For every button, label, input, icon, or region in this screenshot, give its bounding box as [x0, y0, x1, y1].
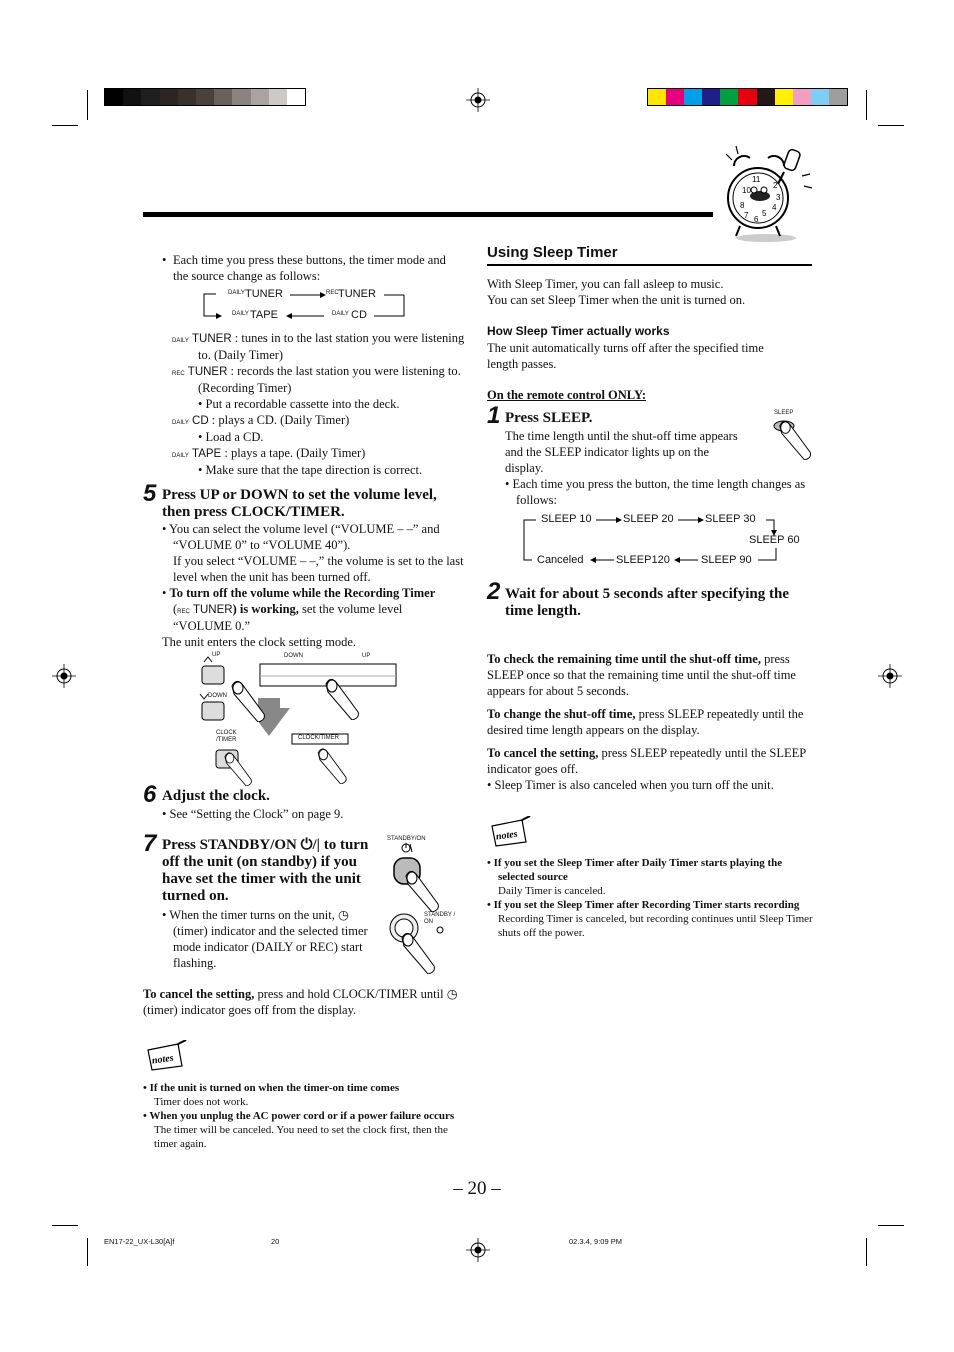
- svg-text:3: 3: [776, 193, 781, 202]
- section-title: Using Sleep Timer: [487, 244, 618, 261]
- step-7-number: 7: [143, 830, 157, 857]
- cancel-sleep-text: To cancel the setting, press SLEEP repeatedly until the SLEEP indicator goes off.: [487, 746, 806, 776]
- step-6-body: • See “Setting the Clock” on page 9.: [162, 807, 344, 821]
- svg-text:2: 2: [773, 181, 778, 190]
- step-1-number: 1: [487, 402, 501, 429]
- finger-icon: [228, 678, 268, 722]
- step-1-text: The time length until the shut-off time appears and the SLEEP indicator lights up on the display.: [505, 429, 738, 475]
- step-7-heading: Press STANDBY/ON ⏻/| to turn off the unit (on standby) if you have set the timer with the unit turned on.: [162, 837, 369, 904]
- footer-date: 02.3.4, 9:09 PM: [569, 1237, 622, 1246]
- how-it-works-title: How Sleep Timer actually works: [487, 324, 670, 338]
- header-rule: [143, 212, 713, 217]
- svg-text:6: 6: [754, 215, 759, 224]
- cancel-sleep-bullet: • Sleep Timer is also canceled when you turn off the unit.: [487, 778, 774, 792]
- page-number: – 20 –: [453, 1178, 501, 1199]
- svg-text:11: 11: [752, 175, 761, 184]
- svg-text:notes: notes: [495, 828, 519, 843]
- finger-icon: [776, 418, 814, 460]
- notes-icon: [144, 1040, 188, 1072]
- registration-mark-top: [466, 88, 490, 112]
- color-bar-left: [104, 88, 306, 106]
- notes-icon: [488, 816, 532, 848]
- alarm-clock-mascot-icon: [718, 136, 818, 244]
- step-1-heading: Press SLEEP.: [505, 410, 593, 426]
- step-6-number: 6: [143, 781, 157, 808]
- finger-icon: [402, 868, 442, 912]
- intro-bullet: • Each time you press these buttons, the timer mode and the source change as follows:: [162, 253, 446, 283]
- step-1-bullet: • Each time you press the button, the time length changes as follows:: [505, 477, 806, 507]
- section-title-rule: [487, 264, 812, 266]
- footer-page: 20: [271, 1237, 280, 1246]
- step-6-heading: Adjust the clock.: [162, 788, 270, 804]
- svg-text:4: 4: [772, 203, 777, 212]
- right-notes: • If you set the Sleep Timer after Daily Timer starts playing the selected source Daily Timer is canceled. • If you set the Sleep Timer after Recording Timer starts recording Recording Timer is canceled, but recording continues until Sleep Timer shuts off the power.: [487, 857, 813, 939]
- svg-text:notes: notes: [151, 1052, 175, 1067]
- sleep-button-figure: SLEEP: [770, 408, 814, 460]
- registration-mark-right: [878, 664, 902, 688]
- finger-icon: [220, 750, 256, 786]
- registration-mark-left: [52, 664, 76, 688]
- remote-only-label: On the remote control ONLY:: [487, 388, 647, 402]
- step-5-body: • You can select the volume level (“VOLUME – –” and “VOLUME 0” to “VOLUME 40”). If you select “VOLUME – –,” the volume is set to the last level when the unit has been turned off. • To turn off the volume while the Recording Timer (REC TUNER) is working, set the volume level “VOLUME 0.” The unit enters the clock setting mode.: [162, 522, 464, 649]
- step-7-body: • When the timer turns on the unit, ◷ (timer) indicator and the selected timer mode indicator (DAILY or REC) start flashing.: [162, 908, 368, 970]
- finger-icon: [314, 746, 350, 784]
- svg-text:5: 5: [762, 209, 767, 218]
- step-5-heading: Press UP or DOWN to set the volume level, then press CLOCK/TIMER.: [162, 487, 437, 520]
- check-remaining-text: To check the remaining time until the shut-off time, press SLEEP once so that the remaining time until the shut-off time appears for about 5 seconds.: [487, 652, 796, 698]
- finger-icon: [398, 930, 438, 974]
- standby-button-figure: STANDBY/ON STANDBY / ON: [384, 832, 464, 972]
- svg-text:7: 7: [744, 211, 749, 220]
- step-5-number: 5: [143, 480, 157, 507]
- finger-icon: [322, 676, 362, 720]
- svg-text:10: 10: [742, 186, 751, 195]
- sleep-sequence-diagram: SLEEP 10 SLEEP 20 SLEEP 30 SLEEP 60 SLEEP 90 SLEEP120 Canceled: [518, 508, 818, 572]
- step-2-number: 2: [487, 578, 501, 605]
- source-flow-diagram: DAILY TUNER REC TUNER DAILY TAPE DAILY CD: [200, 286, 410, 324]
- color-bar-right: [647, 88, 848, 106]
- sleep-intro: With Sleep Timer, you can fall asleep to music. You can set Sleep Timer when the unit is turned on.: [487, 277, 746, 307]
- how-it-works-text: The unit automatically turns off after the specified time length passes.: [487, 341, 764, 371]
- left-cancel-setting: To cancel the setting, press and hold CLOCK/TIMER until ◷ (timer) indicator goes off from the display.: [143, 987, 458, 1017]
- volume-buttons-figure: UP DOWN UP DOWN CLOCK /TIMER CLOCK/TIMER: [196, 650, 406, 785]
- footer-file: EN17-22_UX-L30[A]f: [104, 1237, 175, 1246]
- source-definitions: DAILY TUNER : tunes in to the last station you were listening to. (Daily Timer) REC TUNER : records the last station you were listening to. (Recording Timer) • Put a recordable cassette into the deck. DAILY CD : plays a CD. (Daily Timer) • Load a CD. DAILY TAPE : plays a tape. (Daily Timer) • Make sure that the tape direction is correct.: [172, 331, 465, 477]
- step-2-heading: Wait for about 5 seconds after specifying the time length.: [505, 586, 790, 619]
- svg-text:8: 8: [740, 201, 745, 210]
- change-shutoff-text: To change the shut-off time, press SLEEP repeatedly until the desired time length appears on the display.: [487, 707, 804, 737]
- registration-mark-bottom: [466, 1238, 490, 1262]
- left-notes: • If the unit is turned on when the timer-on time comes Timer does not work. • When you unplug the AC power cord or if a power failure occurs The timer will be canceled. You need to set the clock first, then the timer again.: [143, 1082, 455, 1150]
